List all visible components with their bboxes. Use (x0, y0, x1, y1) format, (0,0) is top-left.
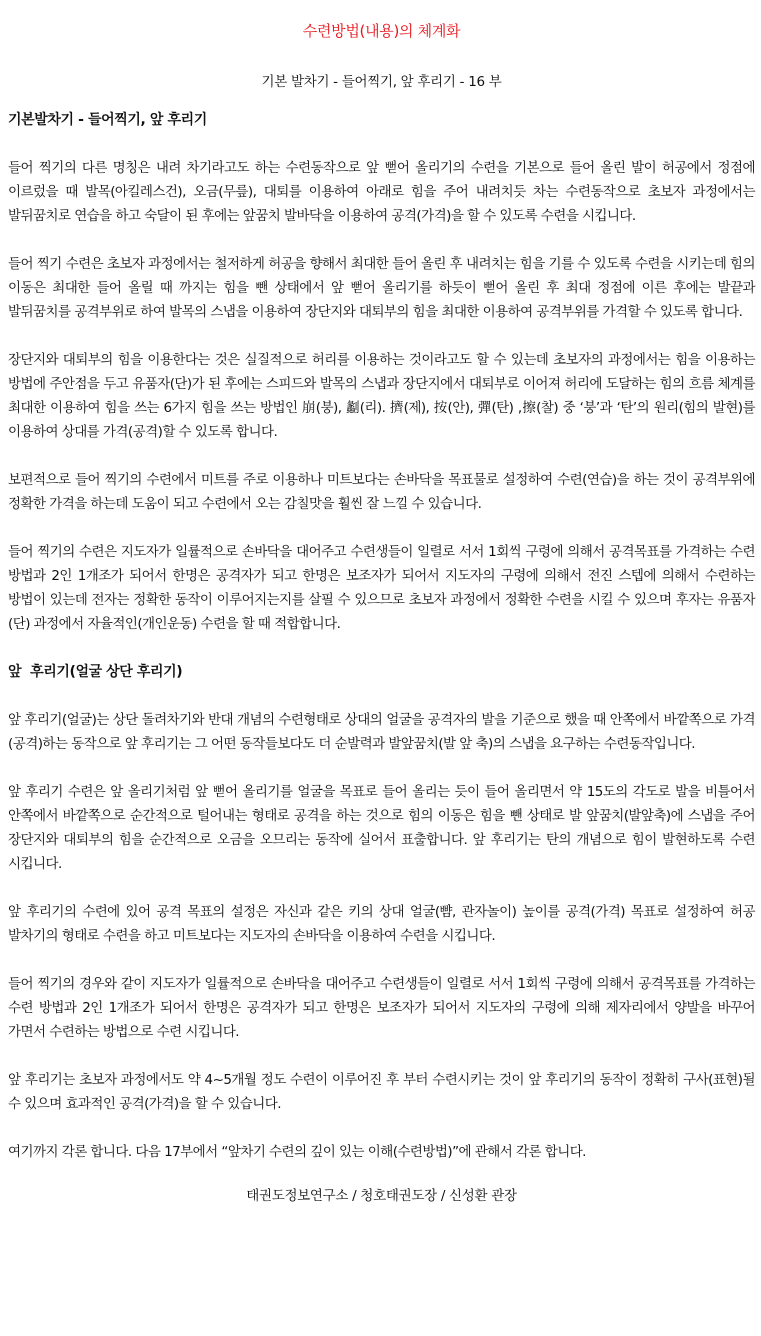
document-title: 수련방법(내용)의 체계화 (302, 22, 461, 40)
section-heading-front-kick-down: 기본발차기 - 들어찍기, 앞 후리기 (8, 112, 207, 128)
paragraph: 앞 후리기의 수련에 있어 공격 목표의 설정은 자신과 같은 키의 상대 얼굴(뺨, 관자놀이) 높이를 공격(가격) 목표로 설정하여 허공 발차기의 형태로 수련을 하고 미트보다는 지도자의 손바닥을 이용하여 수련을 시킵니다. (8, 904, 755, 944)
paragraph: 앞 후리기 수련은 앞 올리기처럼 앞 뻗어 올리기를 얼굴을 목표로 들어 올리는 듯이 들어 올리면서 약 15도의 각도로 발을 비틀어서 안쪽에서 바깥쪽으로 순간적으로 털어내는 형태로 공격을 하는 것으로 힘의 이동은 힘을 뺀 상태로 발 앞꿈치(발앞축)에 스냅을 주어 장단지와 대퇴부의 힘을 순간적으로 오금을 오므리는 동작에 실어서 표출합니다. 앞 후리기는 탄의 개념으로 힘이 발현하도록 수련 시킵니다. (8, 784, 755, 872)
document-footer: 태권도정보연구소 / 청호태권도장 / 신성환 관장 (246, 1188, 517, 1204)
section-heading-front-swing-kick: 앞 후리기(얼굴 상단 후리기) (8, 664, 183, 680)
paragraph: 들어 찍기의 수련은 지도자가 일률적으로 손바닥을 대어주고 수련생들이 일렬로 서서 1회씩 구령에 의해서 공격목표를 가격하는 수련 방법과 2인 1개조가 되어서 한명은 공격자가 되고 한명은 보조자가 되어서 지도자의 구령에 의해서 전진 스텝에 의해서 수련하는 방법이 있는데 전자는 정확한 동작이 이루어지는지를 살필 수 있으므로 초보자 과정에서 정확한 수련을 시킬 수 있으며 후자는 유품자(단) 과정에서 자율적인(개인운동) 수련을 할 때 적합합니다. (8, 544, 755, 632)
paragraph: 들어 찍기의 경우와 같이 지도자가 일률적으로 손바닥을 대어주고 수련생들이 일렬로 서서 1회씩 구령에 의해서 공격목표를 가격하는 수련 방법과 2인 1개조가 되어서 한명은 공격자가 되고 한명은 보조자가 되어서 지도자의 구령에 의해 제자리에서 양발을 바꾸어 가면서 수련하는 방법으로 수련 시킵니다. (8, 976, 755, 1040)
document-subtitle: 기본 발차기 - 들어찍기, 앞 후리기 - 16 부 (261, 74, 502, 90)
closing-paragraph: 여기까지 각론 합니다. 다음 17부에서 “앞차기 수련의 깊이 있는 이해(수련방법)”에 관해서 각론 합니다. (8, 1144, 586, 1160)
paragraph: 장단지와 대퇴부의 힘을 이용한다는 것은 실질적으로 허리를 이용하는 것이라고도 할 수 있는데 초보자의 과정에서는 힘을 이용하는 방법에 주안점을 두고 유품자(단)가 된 후에는 스피드와 발목의 스냅과 장단지에서 대퇴부로 이어져 허리에 도달하는 힘의 흐름 체계를 최대한 이용하여 힘을 쓰는 6가지 힘을 쓰는 방법인 崩(붕), 劙(리). 擠(제), 按(안), 彈(탄) ,擦(찰) 중 ‘붕’과 ‘탄’의 원리(힘의 발현)를 이용하여 상대를 가격(공격)할 수 있도록 합니다. (8, 352, 755, 440)
paragraph: 보편적으로 들어 찍기의 수련에서 미트를 주로 이용하나 미트보다는 손바닥을 목표물로 설정하여 수련(연습)을 하는 것이 공격부위에 정확한 가격을 하는데 도움이 되고 수련에서 오는 감칠맛을 훨씬 잘 느낄 수 있습니다. (8, 472, 755, 512)
paragraph: 앞 후리기(얼굴)는 상단 돌려차기와 반대 개념의 수련형태로 상대의 얼굴을 공격자의 발을 기준으로 했을 때 안쪽에서 바깥쪽으로 가격(공격)하는 동작으로 앞 후리기는 그 어떤 동작들보다도 더 순발력과 발앞꿈치(발 앞 축)의 스냅을 요구하는 수련동작입니다. (8, 712, 755, 752)
paragraph: 들어 찍기의 다른 명칭은 내려 차기라고도 하는 수련동작으로 앞 뻗어 올리기의 수련을 기본으로 들어 올린 발이 허공에서 정점에 이르렀을 때 발목(아킬레스건), 오금(무릎), 대퇴를 이용하여 아래로 힘을 주어 내려치듯 차는 수련동작으로 초보자 과정에서는 발뒤꿈치로 연습을 하고 숙달이 된 후에는 앞꿈치 발바닥을 이용하여 공격(가격)을 할 수 있도록 수련을 시킵니다. (8, 160, 755, 224)
paragraph: 앞 후리기는 초보자 과정에서도 약 4~5개월 정도 수련이 이루어진 후 부터 수련시키는 것이 앞 후리기의 동작이 정확히 구사(표현)될 수 있으며 효과적인 공격(가격)을 할 수 있습니다. (8, 1072, 755, 1112)
paragraph: 들어 찍기 수련은 초보자 과정에서는 철저하게 허공을 향해서 최대한 들어 올린 후 내려치는 힘을 기를 수 있도록 수련을 시키는데 힘의 이동은 최대한 들어 올릴 때 까지는 힘을 뺀 상태에서 앞 뻗어 올리기를 하듯이 뻗어 올린 후 최대 정점에 이른 후에는 발끝과 발뒤꿈치를 공격부위로 하여 발목의 스냅을 이용하여 장단지와 대퇴부의 힘을 최대한 이용하여 공격부위를 가격할 수 있도록 합니다. (8, 256, 755, 320)
